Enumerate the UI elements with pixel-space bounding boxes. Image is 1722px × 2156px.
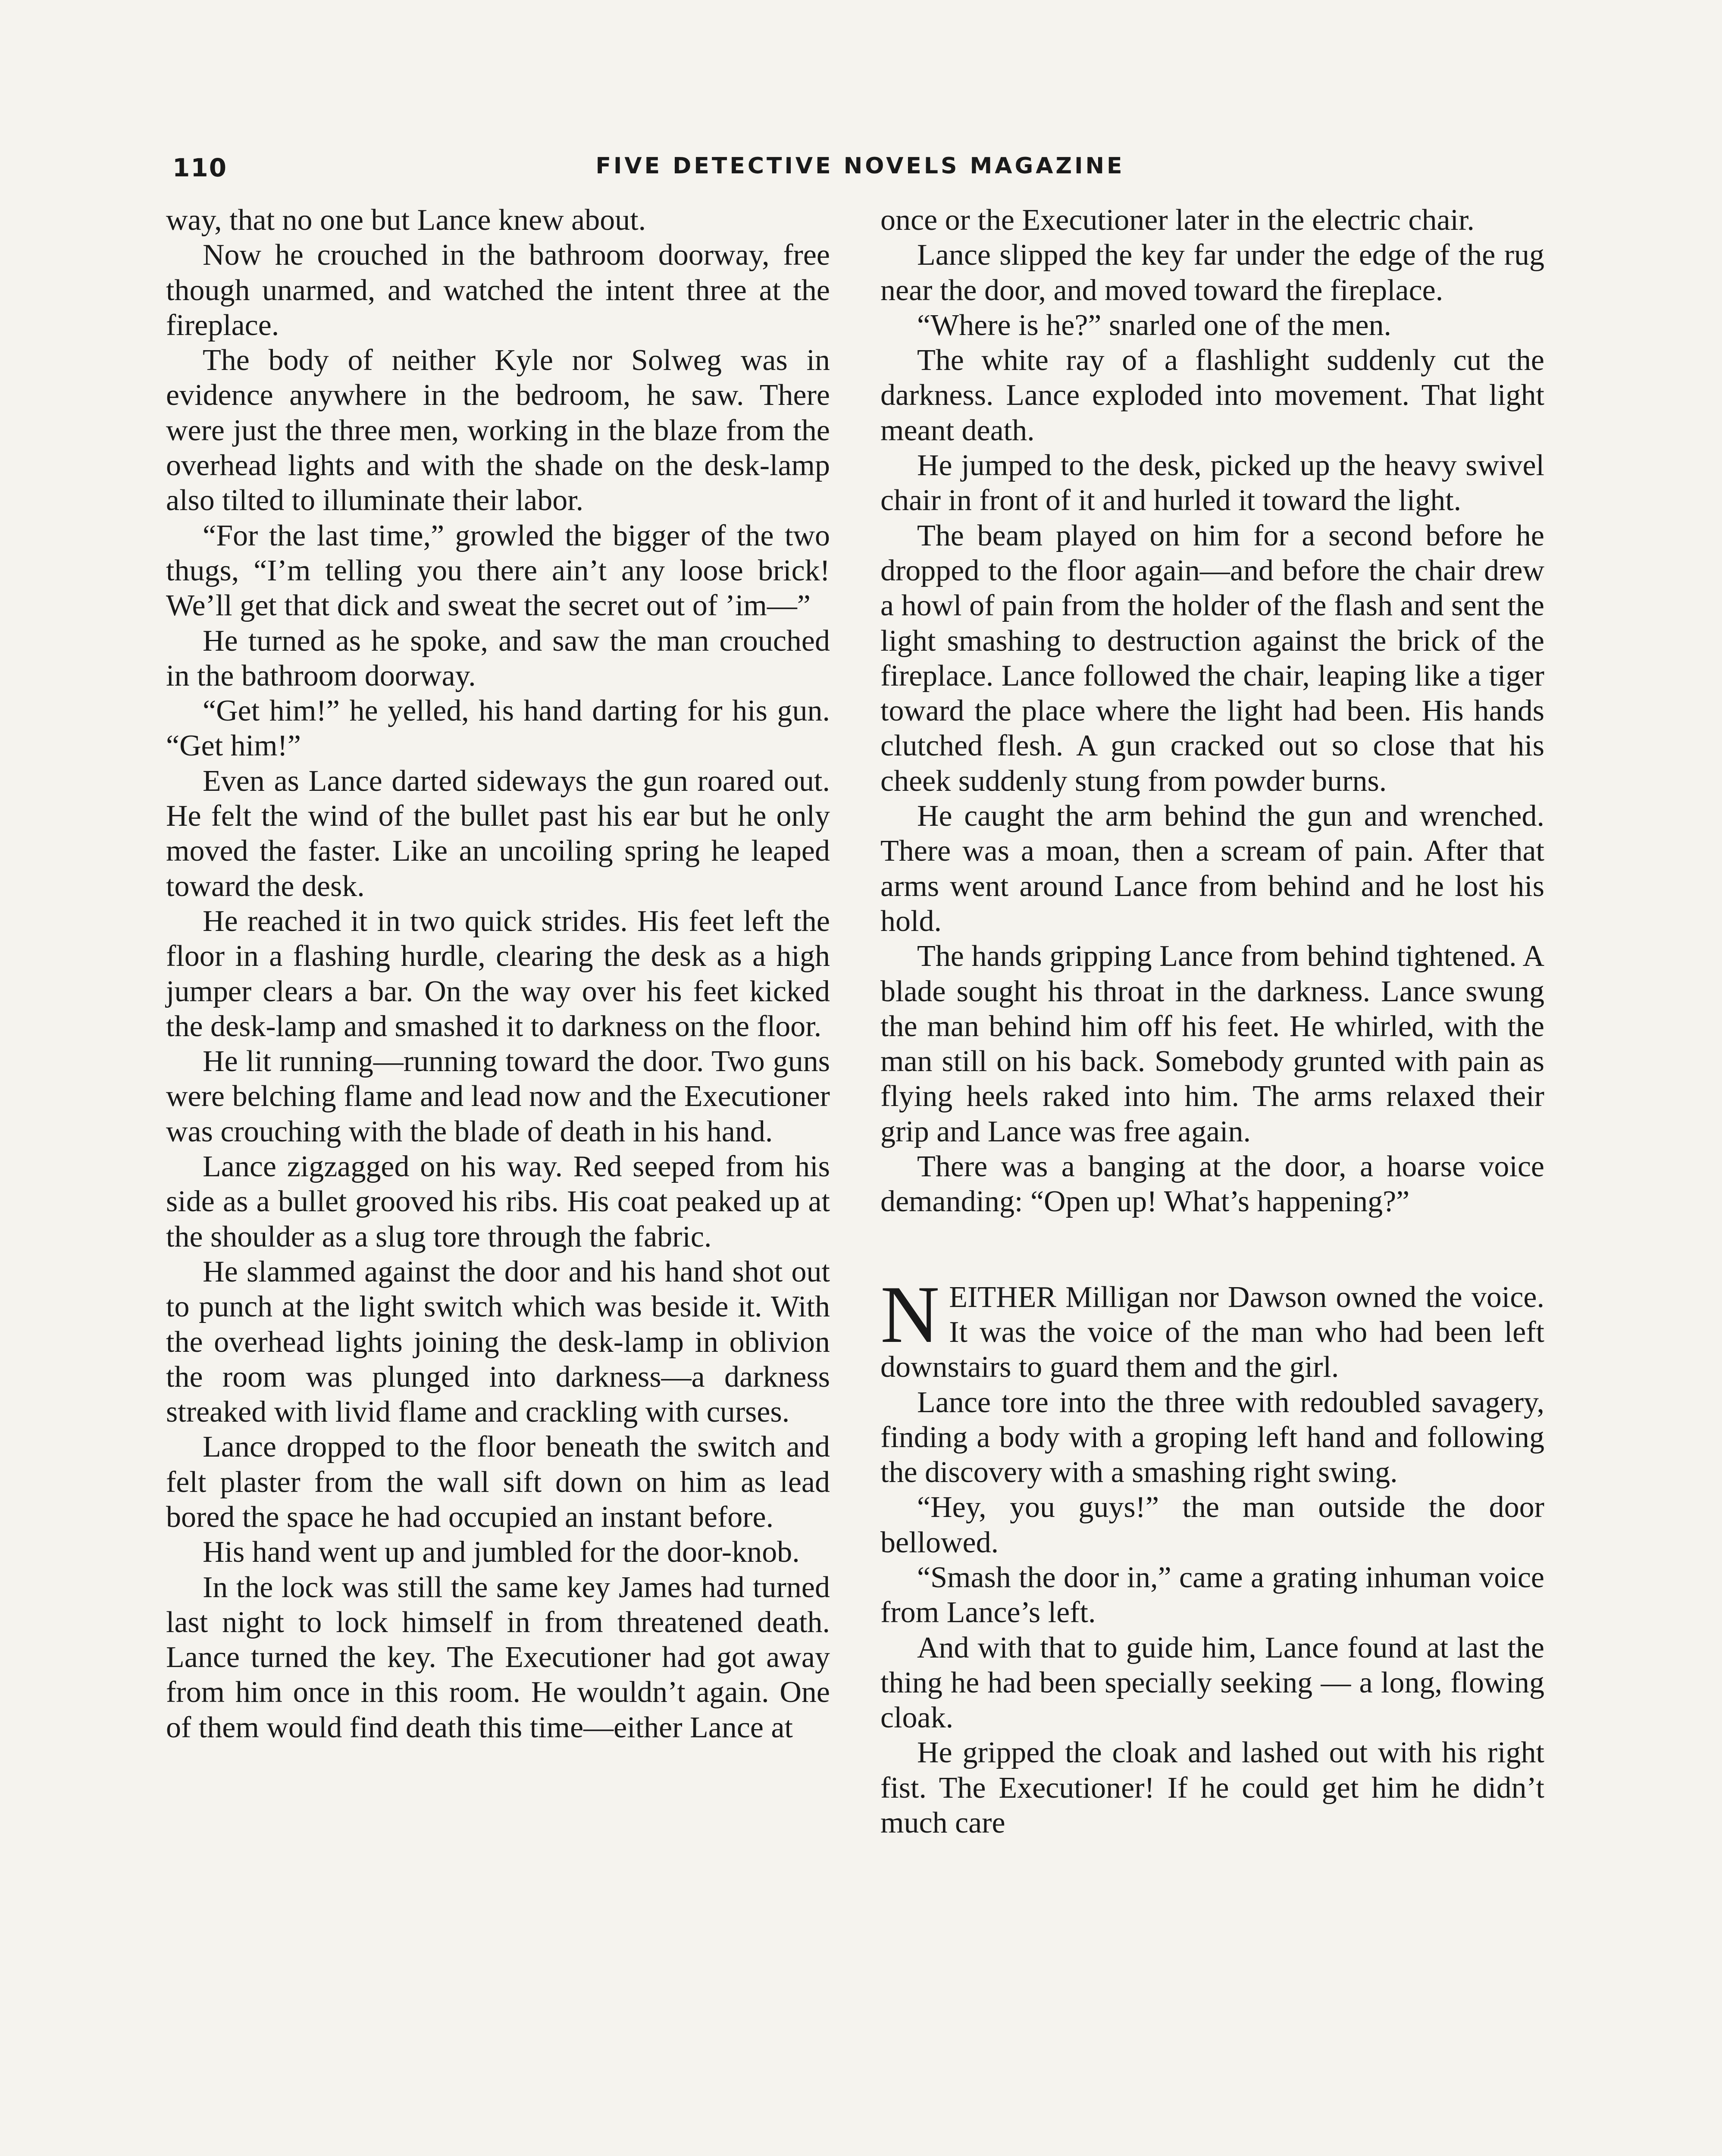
paragraph: There was a banging at the door, a hoarse voice demanding: “Open up! What’s happening?” [880, 1150, 1544, 1219]
paragraph: The beam played on him for a second before he dropped to the floor again—and before the chair drew a howl of pain from the holder of the flash and sent the light smashing to destruction against the brick of the fireplace. Lance followed the chair, leaping like a tiger toward the place where the light had been. His hands clutched flesh. A gun cracked out so close that his cheek suddenly stung from powder burns. [880, 519, 1544, 798]
section-first-paragraph-text: EITHER Milligan nor Dawson owned the voice. It was the voice of the man who had been left downstairs to guard them and the girl. [880, 1280, 1544, 1384]
right-column [880, 203, 1544, 1840]
paragraph: Lance dropped to the floor beneath the switch and felt plaster from the wall sift down on him as lead bored the space he had occupied an instant before. [166, 1430, 830, 1534]
page-number: 110 [172, 153, 228, 182]
paragraph: He reached it in two quick strides. His feet left the floor in a flashing hurdle, clearing the desk as a high jumper clears a bar. On the way over his feet kicked the desk-lamp and smashed it to darkness on the floor. [166, 904, 830, 1043]
paragraph: He caught the arm behind the gun and wrenched. There was a moan, then a scream of pain. After that arms went around Lance from behind and he lost his hold. [880, 799, 1544, 938]
paragraph: And with that to guide him, Lance found at last the thing he had been specially seeking — a long, flowing cloak. [880, 1631, 1544, 1735]
paragraph: “Get him!” he yelled, his hand darting for his gun. “Get him!” [166, 694, 830, 763]
paragraph: “Smash the door in,” came a grating inhuman voice from Lance’s left. [880, 1561, 1544, 1630]
paragraph: The body of neither Kyle nor Solweg was in evidence anywhere in the bedroom, he saw. There were just the three men, working in the blaze from the overhead lights and with the shade on the desk-lamp also tilted to illuminate their labor. [166, 344, 830, 517]
paragraph: “For the last time,” growled the bigger of the two thugs, “I’m telling you there ain’t any loose brick! We’ll get that dick and sweat the secret out of ’im—” [166, 519, 830, 623]
paragraph: The white ray of a flashlight suddenly cut the darkness. Lance exploded into movement. That light meant death. [880, 344, 1544, 447]
section-first-paragraph [880, 1269, 1544, 1385]
paragraph: Lance slipped the key far under the edge of the rug near the door, and moved toward the fireplace. [880, 238, 1544, 307]
paragraph: “Where is he?” snarled one of the men. [917, 308, 1392, 342]
page-header [164, 153, 1556, 192]
drop-cap: N [880, 1269, 940, 1360]
paragraph: Now he crouched in the bathroom doorway, free though unarmed, and watched the intent three at the fireplace. [166, 238, 830, 342]
paragraph: “Hey, you guys!” the man outside the door bellowed. [880, 1491, 1544, 1559]
paragraph: He slammed against the door and his hand shot out to punch at the light switch which was beside it. With the overhead lights joining the desk-lamp in oblivion the room was plunged into darkness—a darkness streaked with livid flame and crackling with curses. [166, 1255, 830, 1429]
paragraph: The hands gripping Lance from behind tightened. A blade sought his throat in the darkness. Lance swung the man behind him off his feet. He whirled, with the man still on his back. Somebody grunted with pain as flying heels raked into him. The arms relaxed their grip and Lance was free again. [880, 940, 1544, 1148]
paragraph: In the lock was still the same key James had turned last night to lock himself in from threatened death. Lance turned the key. The Executioner had got away from him once in this room. He wouldn’t again. One of them would find death this time—either Lance at [166, 1570, 830, 1744]
paragraph: once or the Executioner later in the electric chair. [880, 204, 1475, 237]
paragraph: His hand went up and jumbled for the door-knob. [203, 1536, 800, 1569]
running-head: FIVE DETECTIVE NOVELS MAGAZINE [595, 153, 1125, 179]
paragraph: Lance tore into the three with redoubled savagery, finding a body with a groping left hand and following the discovery with a smashing right swing. [880, 1385, 1544, 1489]
paragraph: He jumped to the desk, picked up the heavy swivel chair in front of it and hurled it toward the light. [880, 449, 1544, 517]
paragraph: Lance zigzagged on his way. Red seeped from his side as a bullet grooved his ribs. His coat peaked up at the shoulder as a slug tore through the fabric. [166, 1150, 830, 1253]
paragraph: He gripped the cloak and lashed out with his right fist. The Executioner! If he could get him he didn’t much care [880, 1736, 1544, 1840]
paragraph: He turned as he spoke, and saw the man crouched in the bathroom doorway. [166, 624, 830, 693]
paragraph: Even as Lance darted sideways the gun roared out. He felt the wind of the bullet past his ear but he only moved the faster. Like an uncoiling spring he leaped toward the desk. [166, 764, 830, 903]
paragraph: He lit running—running toward the door. Two guns were belching flame and lead now and the Executioner was crouching with the blade of death in his hand. [166, 1045, 830, 1148]
paragraph: way, that no one but Lance knew about. [166, 204, 646, 237]
left-column [166, 203, 830, 1745]
